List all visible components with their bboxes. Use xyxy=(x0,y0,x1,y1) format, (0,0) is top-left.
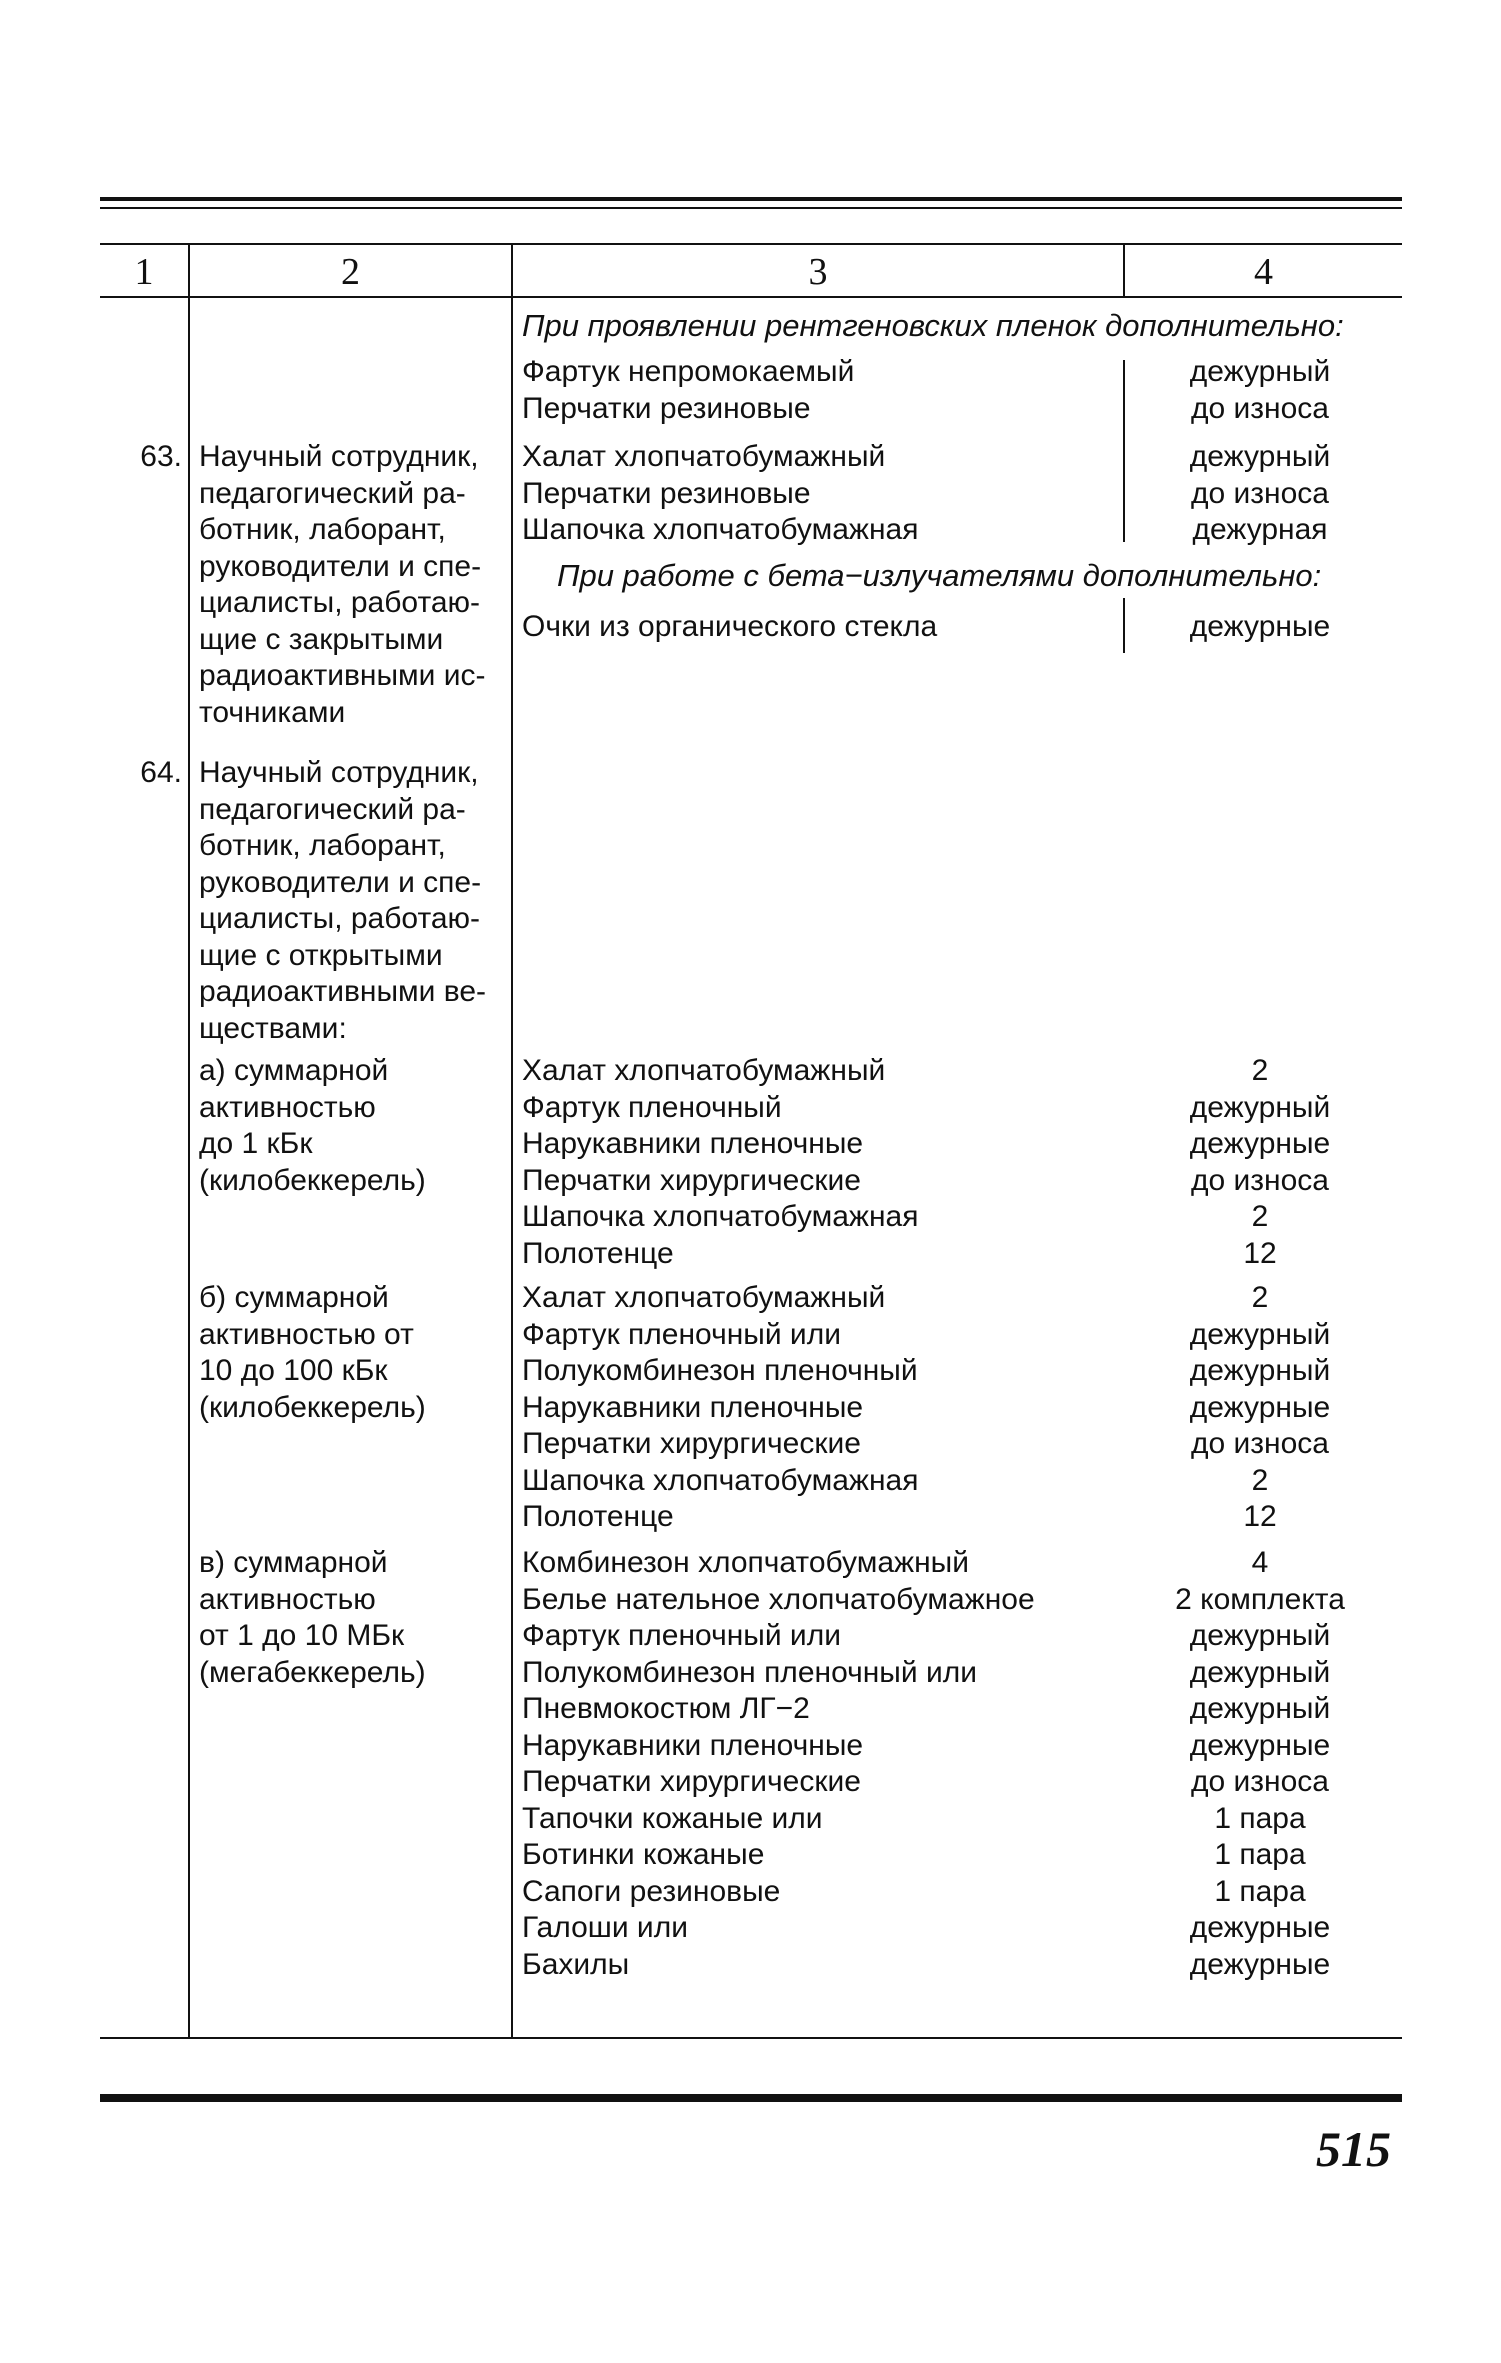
item: Полукомбинезон пленочный или xyxy=(522,1655,977,1689)
position-line: педагогический ра- xyxy=(199,792,466,826)
footer-rule xyxy=(100,2094,1402,2102)
position-line: руководители и спе- xyxy=(199,549,482,583)
position-line: щие с закрытыми xyxy=(199,622,444,656)
norm: 1 пара xyxy=(1214,1801,1306,1835)
item: Фартук пленочный или xyxy=(522,1317,841,1351)
norm: дежурная xyxy=(1192,513,1328,546)
label-line: от 1 до 10 МБк xyxy=(199,1619,405,1652)
norm: дежурный xyxy=(1189,1692,1331,1725)
item: Полотенце xyxy=(522,1500,674,1533)
position-line: Научный сотрудник, xyxy=(199,756,479,789)
item: Перчатки хирургические xyxy=(522,1427,861,1460)
norm: 12 xyxy=(1243,1236,1277,1270)
item: Нарукавники пленочные xyxy=(522,1127,864,1160)
row-64-c-norms xyxy=(1120,1545,1400,1983)
item: Халат хлопчатобумажный xyxy=(522,1054,886,1087)
position-line: радиоактивными ве- xyxy=(199,975,487,1008)
item: Комбинезон хлопчатобумажный xyxy=(522,1546,969,1579)
label-line: до 1 кБк xyxy=(199,1127,313,1160)
norm: дежурный xyxy=(1189,1655,1331,1689)
top-item: Фартук непромокаемый xyxy=(522,355,855,388)
item: Шапочка хлопчатобумажная xyxy=(522,1200,919,1233)
row-64-b-items xyxy=(522,1280,918,1536)
position-line: педагогический ра- xyxy=(199,476,466,510)
item: Перчатки хирургические xyxy=(522,1765,861,1798)
norm: до износа xyxy=(1191,1427,1329,1460)
position-line: Научный сотрудник, xyxy=(199,440,479,473)
top-note: При проявлении рентгеновских пленок дополнительно: xyxy=(522,308,1344,343)
item: Ботинки кожаные xyxy=(522,1838,765,1871)
norm: до износа xyxy=(1191,476,1329,510)
label-line: активностью xyxy=(199,1090,376,1124)
norm: 2 xyxy=(1251,1281,1269,1314)
row-64-a-items xyxy=(522,1053,918,1272)
position-line: щие с открытыми xyxy=(199,938,443,972)
norm: 1 пара xyxy=(1214,1838,1306,1871)
top-norm: дежурный xyxy=(1189,355,1331,388)
top-rule-thick xyxy=(100,197,1402,201)
position-line: руководители и спе- xyxy=(199,865,482,899)
row-63-extra-norm: дежурные xyxy=(1189,610,1331,643)
label-line: в) суммарной xyxy=(199,1546,388,1579)
position-line: циалисты, работаю- xyxy=(199,586,481,619)
item: Белье нательное хлопчатобумажное xyxy=(522,1582,1035,1616)
row-64-number: 64. xyxy=(140,756,182,789)
row-64-a-label xyxy=(199,1053,426,1199)
header-col-3: 3 xyxy=(808,251,828,293)
norm: дежурные xyxy=(1189,1911,1331,1944)
item: Пневмокостюм ЛГ−2 xyxy=(522,1692,810,1725)
top-item: Перчатки резиновые xyxy=(522,391,811,425)
item: Сапоги резиновые xyxy=(522,1874,781,1908)
row-64-b-label xyxy=(199,1280,426,1426)
item: Галоши или xyxy=(522,1911,688,1944)
row-64-c-label xyxy=(199,1545,426,1691)
norm: 4 xyxy=(1251,1546,1269,1579)
item: Фартук пленочный xyxy=(522,1090,782,1124)
norm: дежурные xyxy=(1189,1947,1331,1981)
position-line: ботник, лаборант, xyxy=(199,513,446,546)
position-line: точниками xyxy=(199,695,346,729)
norm: дежурный xyxy=(1189,1090,1331,1124)
column-divider-2 xyxy=(511,243,513,2038)
position-line: ботник, лаборант, xyxy=(199,829,446,862)
row-63-number: 63. xyxy=(140,440,182,473)
label-line: (килобеккерель) xyxy=(199,1163,426,1197)
item: Нарукавники пленочные xyxy=(522,1728,864,1762)
row-64-b-norms xyxy=(1120,1280,1400,1536)
header-bottom-line xyxy=(100,296,1402,298)
top-items xyxy=(522,354,854,427)
top-rule-thin xyxy=(100,207,1402,209)
norm: до износа xyxy=(1191,1163,1329,1197)
row-63-position xyxy=(199,439,486,731)
row-64-a-norms xyxy=(1120,1053,1400,1272)
norm: дежурные xyxy=(1189,1390,1331,1424)
position-line: циалисты, работаю- xyxy=(199,902,481,935)
row-63-norms xyxy=(1120,439,1400,549)
top-norms xyxy=(1120,354,1400,427)
item: Нарукавники пленочные xyxy=(522,1390,864,1424)
norm: дежурные xyxy=(1189,1127,1331,1160)
norm: 2 xyxy=(1251,1200,1269,1233)
norm: 2 комплекта xyxy=(1175,1582,1345,1616)
row-63-extra-item: Очки из органического стекла xyxy=(522,610,938,643)
item: Шапочка хлопчатобумажная xyxy=(522,1463,919,1497)
label-line: активностью от xyxy=(199,1317,414,1351)
item: Тапочки кожаные или xyxy=(522,1801,823,1835)
row-64-c-items xyxy=(522,1545,1035,1983)
norm: 2 xyxy=(1251,1463,1269,1497)
norm: до износа xyxy=(1191,1765,1329,1798)
label-line: активностью xyxy=(199,1582,376,1616)
top-norm: до износа xyxy=(1191,391,1329,425)
item: Полотенце xyxy=(522,1236,674,1270)
item: Халат хлопчатобумажный xyxy=(522,1281,886,1314)
column-divider-1 xyxy=(188,243,190,2038)
label-line: а) суммарной xyxy=(199,1054,389,1087)
row-64-position xyxy=(199,755,486,1047)
norm: дежурный xyxy=(1189,1354,1331,1387)
table-bottom-line xyxy=(100,2037,1402,2039)
norm: 12 xyxy=(1243,1500,1277,1533)
label-line: (килобеккерель) xyxy=(199,1390,426,1424)
norm: дежурные xyxy=(1189,1728,1331,1762)
item: Бахилы xyxy=(522,1947,630,1981)
item: Перчатки хирургические xyxy=(522,1163,861,1197)
item: Халат хлопчатобумажный xyxy=(522,440,886,473)
label-line: б) суммарной xyxy=(199,1281,389,1314)
page-number: 515 xyxy=(1316,2121,1391,2177)
norm: 1 пара xyxy=(1214,1874,1306,1908)
norm: 2 xyxy=(1251,1054,1269,1087)
position-line: ществами: xyxy=(199,1011,347,1045)
header-col-2: 2 xyxy=(341,251,360,293)
item: Перчатки резиновые xyxy=(522,476,811,510)
norm: дежурный xyxy=(1189,1619,1331,1652)
table-top-line xyxy=(100,243,1402,245)
item: Шапочка хлопчатобумажная xyxy=(522,513,919,546)
row-63-note: При работе с бета−излучателями дополнительно: xyxy=(557,558,1322,593)
row-63-items xyxy=(522,439,918,549)
header-col-4: 4 xyxy=(1254,251,1273,293)
norm: дежурный xyxy=(1189,1317,1331,1351)
norm: дежурный xyxy=(1189,440,1331,473)
label-line: (мегабеккерель) xyxy=(199,1655,426,1689)
position-line: радиоактивными ис- xyxy=(199,659,486,692)
label-line: 10 до 100 кБк xyxy=(199,1354,388,1387)
header-col-1: 1 xyxy=(134,251,154,293)
item: Фартук пленочный или xyxy=(522,1619,841,1652)
item: Полукомбинезон пленочный xyxy=(522,1354,918,1387)
